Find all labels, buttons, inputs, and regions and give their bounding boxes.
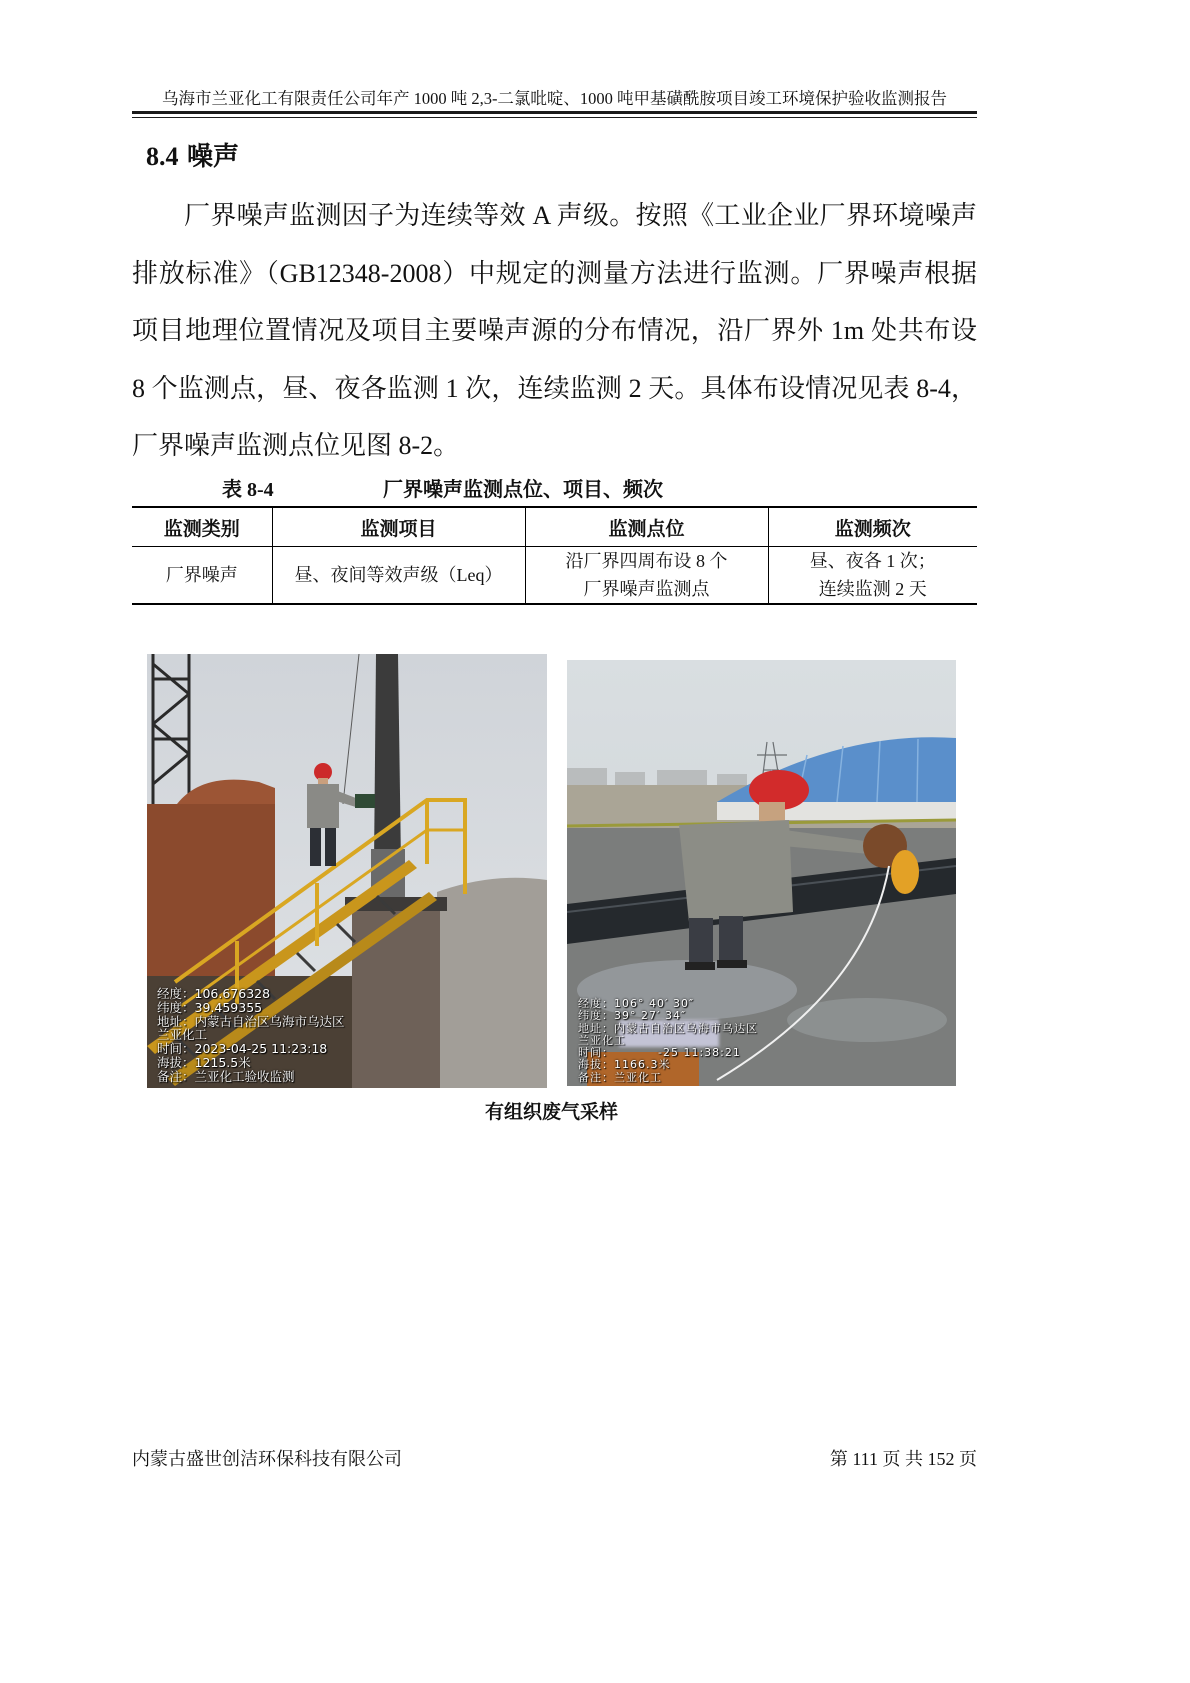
table-header-cell: 监测频次 bbox=[768, 507, 977, 547]
cell-item: 昼、夜间等效声级（Leq） bbox=[272, 547, 525, 605]
overlay-longitude: 经度：106° 40′ 30″ bbox=[578, 997, 695, 1010]
photo-left-watermark bbox=[157, 987, 345, 1084]
overlay-altitude: 海拔：1215.5米 bbox=[157, 1054, 251, 1070]
photo-caption: 有组织废气采样 bbox=[484, 1102, 618, 1123]
overlay-address: 地址：内蒙古自治区乌海市乌达区 bbox=[157, 1013, 345, 1029]
cell-frequency-line: 昼、夜各 1 次； bbox=[809, 551, 936, 571]
overlay-address: 地址：内蒙古自治区乌海市乌达区 bbox=[578, 1021, 758, 1035]
table-header-cell: 监测项目 bbox=[272, 507, 525, 547]
overlay-time-value: -25 11:38:21 bbox=[658, 1046, 741, 1060]
footer-page-number: 第 111 页 共 152 页 bbox=[829, 1449, 977, 1469]
storage-tank bbox=[437, 878, 547, 1088]
cell-points bbox=[525, 547, 768, 605]
photo-pipe-sampling bbox=[567, 660, 956, 1086]
concrete-cylinder bbox=[352, 909, 440, 1088]
photo-right-watermark bbox=[578, 998, 758, 1084]
table-row bbox=[132, 547, 977, 605]
cell-points-line: 沿厂界四周布设 8 个 bbox=[565, 551, 728, 571]
overlay-time: 时间：2023-04-25 11:23:18 bbox=[157, 1041, 328, 1057]
overlay-company: 兰亚化工 bbox=[578, 1033, 626, 1047]
puddle bbox=[787, 998, 947, 1042]
cell-points-line: 厂界噪声监测点 bbox=[583, 579, 710, 599]
section-heading bbox=[146, 140, 239, 174]
header-rule-thick bbox=[132, 111, 977, 114]
cell-frequency bbox=[768, 547, 977, 605]
table-header-cell: 监测类别 bbox=[132, 507, 272, 547]
overlay-altitude: 海拔：1166.3米 bbox=[578, 1058, 671, 1072]
building-base bbox=[717, 802, 956, 820]
body-paragraph: 厂界噪声监测因子为连续等效 A 声级。按照《工业企业厂界环境噪声排放标准》（GB12348-2008）中规定的测量方法进行监测。厂界噪声根据项目地理位置情况及项目主要噪声源的分布情况，沿厂界外 1m 处共布设 8 个监测点，昼、夜各监测 1 次，连续监测 2 天。具体布设情况见表 8-4，厂界噪声监测点位见图 8-2。 bbox=[132, 201, 977, 460]
chimney bbox=[374, 654, 401, 864]
footer-company: 内蒙古盛世创洁环保科技有限公司 bbox=[132, 1449, 402, 1469]
overlay-latitude: 纬度：39° 27′ 34″ bbox=[578, 1009, 687, 1023]
header-rule-thin bbox=[132, 117, 977, 118]
overlay-note: 备注：兰亚化工验收监测 bbox=[157, 1068, 295, 1084]
cell-category: 厂界噪声 bbox=[132, 547, 272, 605]
pipe-clamp bbox=[891, 850, 919, 894]
overlay-longitude: 经度：106.676328 bbox=[157, 986, 271, 1001]
overlay-note: 备注：兰亚化工 bbox=[578, 1070, 662, 1084]
table-header-cell: 监测点位 bbox=[525, 507, 768, 547]
overlay-company: 兰亚化工 bbox=[157, 1027, 208, 1043]
running-header: 乌海市兰亚化工有限责任公司年产 1000 吨 2,3-二氯吡啶、1000 吨甲基磺酰胺项目竣工环境保护验收监测报告 bbox=[161, 89, 948, 108]
table-header-row bbox=[132, 507, 977, 547]
table-label: 表 8-4 bbox=[222, 479, 274, 501]
cell-frequency-line: 连续监测 2 天 bbox=[818, 579, 927, 599]
overlay-latitude: 纬度：39.459355 bbox=[157, 999, 263, 1015]
monitoring-table bbox=[132, 506, 977, 605]
table-caption: 厂界噪声监测点位、项目、频次 bbox=[383, 479, 663, 501]
photo-stack-sampling bbox=[147, 654, 547, 1088]
section-number: 8.4 bbox=[146, 142, 179, 171]
section-title: 噪声 bbox=[187, 142, 240, 171]
overlay-time-label: 时间： bbox=[578, 1046, 614, 1060]
